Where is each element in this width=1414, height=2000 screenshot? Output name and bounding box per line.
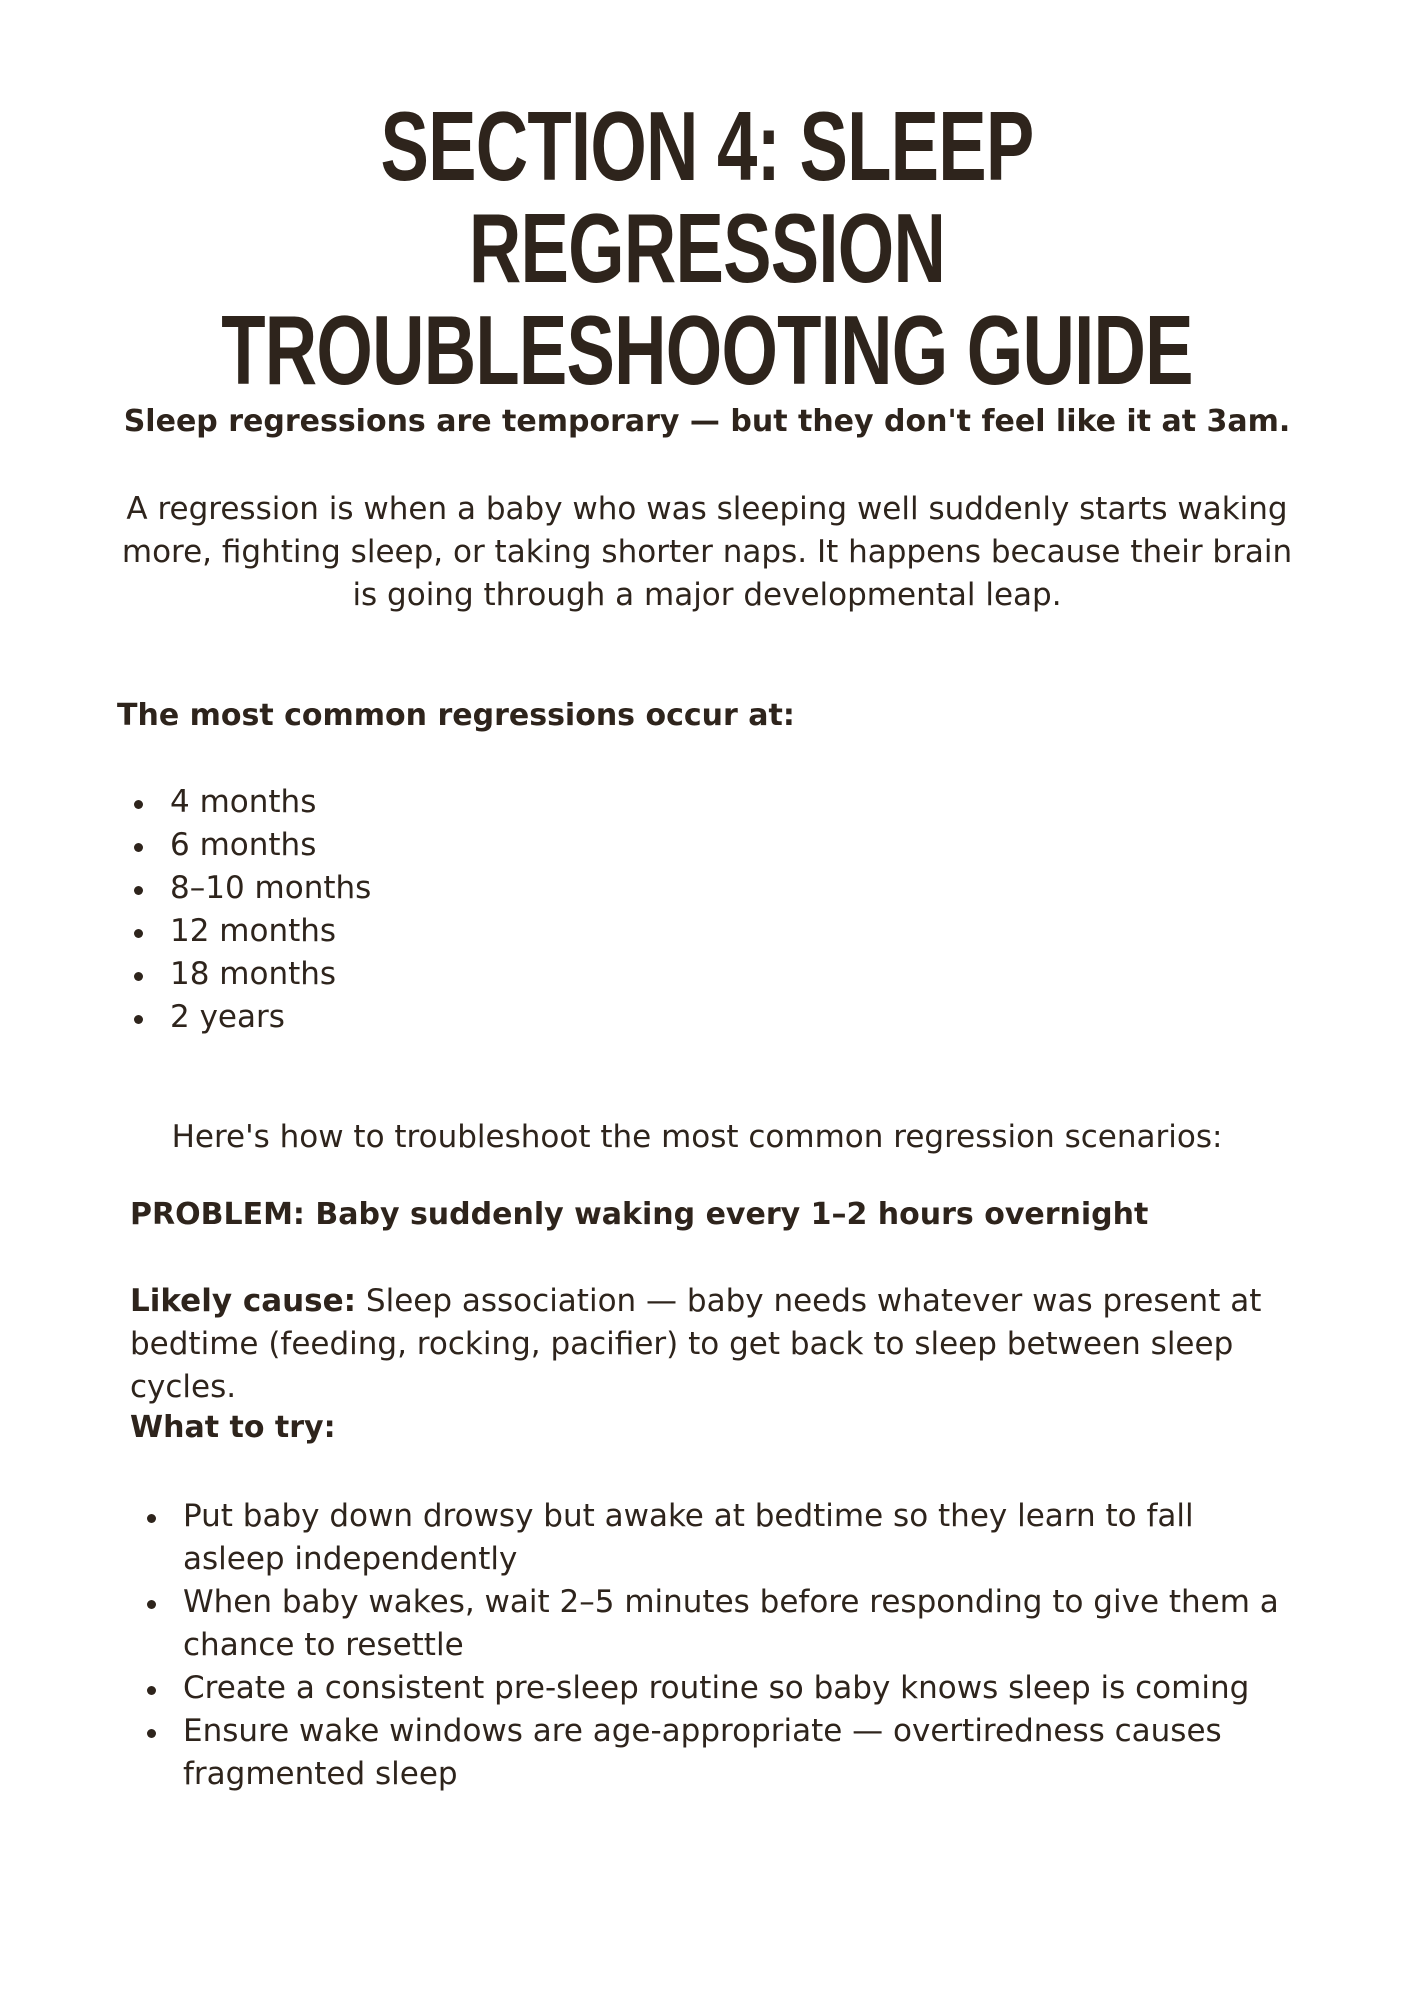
regression-ages-list — [130, 781, 371, 1039]
list-item: 12 months — [130, 910, 371, 953]
tagline: Sleep regressions are temporary — but they don't feel like it at 3am. — [123, 404, 1291, 439]
troubleshoot-lead: Here's how to troubleshoot the most common regression scenarios: — [171, 1119, 1223, 1155]
tips-list — [143, 1495, 1293, 1796]
problem-heading: PROBLEM: Baby suddenly waking every 1–2 hours overnight — [130, 1197, 1149, 1232]
common-regressions-heading: The most common regressions occur at: — [117, 698, 795, 733]
page-title-line-2: TROUBLESHOOTING GUIDE — [221, 295, 1193, 405]
list-item: 6 months — [130, 824, 371, 867]
list-item: Create a consistent pre-sleep routine so baby knows sleep is coming — [143, 1667, 1293, 1710]
list-item: 2 years — [130, 996, 371, 1039]
what-to-try-heading: What to try: — [130, 1410, 336, 1445]
list-item: 8–10 months — [130, 867, 371, 910]
list-item: 4 months — [130, 781, 371, 824]
likely-cause-paragraph — [130, 1280, 1320, 1409]
likely-cause-text: Sleep association — baby needs whatever was present at bedtime (feeding, rocking, pacifier) to get back to sleep between sleep cycles. — [130, 1283, 1262, 1405]
list-item: Put baby down drowsy but awake at bedtime so they learn to fall asleep independently — [143, 1495, 1293, 1581]
list-item: 18 months — [130, 953, 371, 996]
list-item: Ensure wake windows are age-appropriate — overtiredness causes fragmented sleep — [143, 1710, 1293, 1796]
page-title-line-1: SECTION 4: SLEEP REGRESSION — [380, 91, 1034, 303]
page-title — [184, 91, 1230, 405]
list-item: When baby wakes, wait 2–5 minutes before responding to give them a chance to resettle — [143, 1581, 1293, 1667]
likely-cause-label: Likely cause: — [130, 1283, 357, 1319]
intro-paragraph: A regression is when a baby who was sleeping well suddenly starts waking more, fighting sleep, or taking shorter naps. It happens because their brain is going through a major developmental leap. — [121, 491, 1293, 613]
